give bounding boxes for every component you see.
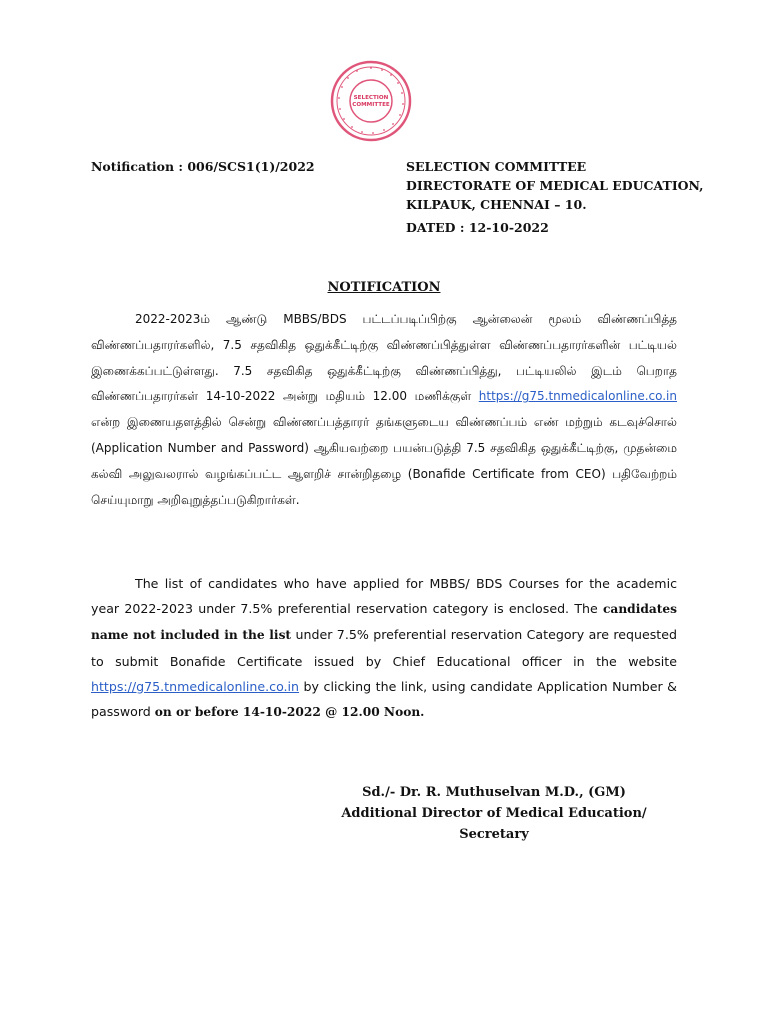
svg-text:COMMITTEE: COMMITTEE (352, 102, 390, 108)
notification-title-wrap (0, 277, 768, 297)
english-text-part2: under 7.5% preferential reservation Category are requested to submit Bonafide Certificate issued by Chief Educational officer in the website (91, 627, 677, 669)
english-text-part3: by clicking the link, using candidate Application Number & password (91, 678, 677, 720)
tamil-paragraph (91, 307, 677, 513)
committee-address (406, 157, 704, 214)
svg-text:SELECTION: SELECTION (353, 95, 389, 101)
signatory-designation: Additional Director of Medical Education/ (341, 806, 647, 821)
committee-line: SELECTION COMMITTEE (406, 159, 587, 174)
english-paragraph (91, 571, 677, 725)
notification-number: Notification : 006/SCS1(1)/2022 (91, 159, 315, 174)
signatory-role: Secretary (459, 827, 529, 842)
english-bold-not-included: candidates name not included in the list (91, 602, 677, 643)
signatory-name: Sd./- Dr. R. Muthuselvan M.D., (GM) (362, 785, 626, 800)
tamil-text-part2: என்ற இணையதளத்தில் சென்று விண்ணப்பத்தாரர் தங்களுடைய விண்ணப்பம் எண் மற்றும் கடவுச்சொல் (Application Number and Password) ஆகியவற்றை பயன்படுத்தி 7.5 சதவிகித ஒதுக்கீட்டிற்கு, முதன்மை கல்வி அலுவலரால் வழங்கப்பட்ட ஆளறிச் சான்றிதழை (Bonafide Certificate from CEO) பதிவேற்றம் செய்யுமாறு அறிவுறுத்தப்படுகிறார்கள். (91, 415, 677, 507)
english-website-link[interactable]: https://g75.tnmedicalonline.co.in (91, 678, 300, 694)
seal-graphic (330, 60, 412, 142)
english-text-part1: The list of candidates who have applied for MBBS/ BDS Courses for the academic year 2022-2023 under 7.5% preferential reservation category is enclosed. The (91, 576, 677, 617)
committee-line: DIRECTORATE OF MEDICAL EDUCATION, (406, 178, 704, 193)
signature-block (298, 782, 690, 845)
tamil-text-part1: 2022-2023ம் ஆண்டு MBBS/BDS பட்டப்படிப்பிற்கு ஆன்லைன் மூலம் விண்ணப்பித்த விண்ணப்பதாரர்களில், 7.5 சதவிகித ஒதுக்கீட்டிற்கு விண்ணப்பித்துள்ள விண்ணப்பதாரர்களின் பட்டியல் இணைக்கப்பட்டுள்ளது. 7.5 சதவிகித ஒதுக்கீட்டிற்கு விண்ணப்பித்து, பட்டியலில் இடம் பெறாத விண்ணப்பதாரர்கள் 14-10-2022 அன்று மதியம் 12.00 மணிக்குள் (91, 312, 677, 404)
selection-committee-seal (330, 60, 412, 142)
committee-line: KILPAUK, CHENNAI – 10. (406, 197, 587, 212)
notification-title: NOTIFICATION (327, 280, 441, 295)
english-bold-deadline: on or before 14-10-2022 @ 12.00 Noon. (154, 705, 425, 720)
dated-line: DATED : 12-10-2022 (406, 220, 549, 235)
tamil-website-link[interactable]: https://g75.tnmedicalonline.co.in (478, 389, 677, 404)
